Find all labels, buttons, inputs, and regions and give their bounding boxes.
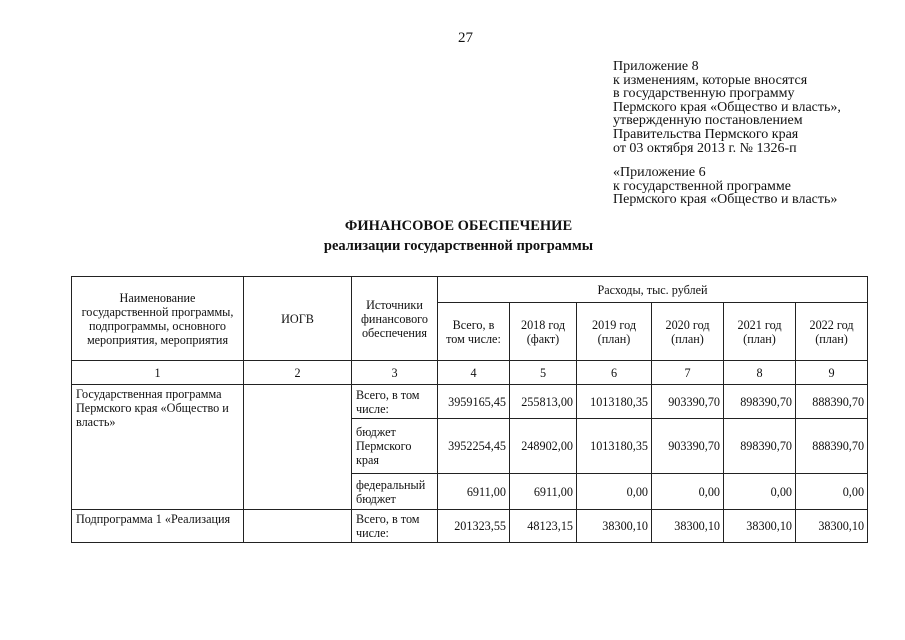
value-cell: 255813,00 <box>510 385 577 419</box>
value-cell: 38300,10 <box>577 510 652 543</box>
header-total: Всего, в том числе: <box>438 303 510 361</box>
header-name: Наименование государственной программы, подпрограммы, основного мероприятия, мероприятия <box>72 277 244 361</box>
value-cell: 48123,15 <box>510 510 577 543</box>
column-number: 1 <box>72 361 244 385</box>
column-number: 3 <box>352 361 438 385</box>
source-cell: бюджет Пермского края <box>352 419 438 474</box>
annex-line: Пермского края «Общество и власть» <box>613 192 838 208</box>
header-2018: 2018 год (факт) <box>510 303 577 361</box>
value-cell: 888390,70 <box>796 419 868 474</box>
value-cell: 903390,70 <box>652 385 724 419</box>
annex-block-amendment <box>613 60 841 155</box>
header-2020: 2020 год (план) <box>652 303 724 361</box>
column-number: 4 <box>438 361 510 385</box>
document-subtitle: реализации государственной программы <box>323 238 594 254</box>
header-expenses: Расходы, тыс. рублей <box>438 277 868 303</box>
table-row <box>72 510 868 543</box>
value-cell: 6911,00 <box>510 474 577 510</box>
value-cell: 0,00 <box>652 474 724 510</box>
column-number: 5 <box>510 361 577 385</box>
value-cell: 903390,70 <box>652 419 724 474</box>
annex-block-program <box>613 166 837 207</box>
table-row <box>72 385 868 419</box>
value-cell: 0,00 <box>724 474 796 510</box>
document-title: ФИНАНСОВОЕ ОБЕСПЕЧЕНИЕ <box>344 218 573 234</box>
value-cell: 3952254,45 <box>438 419 510 474</box>
value-cell: 898390,70 <box>724 385 796 419</box>
value-cell: 248902,00 <box>510 419 577 474</box>
iogv-cell <box>244 510 352 543</box>
annex-line: «Приложение 6 <box>613 165 706 180</box>
header-2022: 2022 год (план) <box>796 303 868 361</box>
annex-line: к изменениям, которые вносятся <box>613 72 808 88</box>
table-header-row <box>72 277 868 303</box>
annex-line: Пермского края «Общество и власть», <box>613 99 841 115</box>
value-cell: 898390,70 <box>724 419 796 474</box>
value-cell: 3959165,45 <box>438 385 510 419</box>
annex-line: в государственную программу <box>613 86 795 102</box>
value-cell: 38300,10 <box>652 510 724 543</box>
value-cell: 0,00 <box>796 474 868 510</box>
financing-table <box>71 276 868 543</box>
page-number: 27 <box>458 30 473 46</box>
source-cell: федеральный бюджет <box>352 474 438 510</box>
header-2021: 2021 год (план) <box>724 303 796 361</box>
column-number: 7 <box>652 361 724 385</box>
value-cell: 0,00 <box>577 474 652 510</box>
annex-line: от 03 октября 2013 г. № 1326-п <box>613 140 797 156</box>
value-cell: 6911,00 <box>438 474 510 510</box>
annex-line: утвержденную постановлением <box>613 113 803 129</box>
column-number: 6 <box>577 361 652 385</box>
source-cell: Всего, в том числе: <box>352 385 438 419</box>
subprogram-name-cell: Подпрограмма 1 «Реализация <box>72 510 244 543</box>
value-cell: 1013180,35 <box>577 419 652 474</box>
header-2019: 2019 год (план) <box>577 303 652 361</box>
column-number: 8 <box>724 361 796 385</box>
value-cell: 201323,55 <box>438 510 510 543</box>
program-name-cell: Государственная программа Пермского края «Общество и власть» <box>72 385 244 510</box>
value-cell: 38300,10 <box>796 510 868 543</box>
header-iogv: ИОГВ <box>244 277 352 361</box>
annex-line: Приложение 8 <box>613 59 699 74</box>
value-cell: 38300,10 <box>724 510 796 543</box>
column-number: 9 <box>796 361 868 385</box>
annex-line: к государственной программе <box>613 178 791 194</box>
annex-line: Правительства Пермского края <box>613 126 799 142</box>
source-cell: Всего, в том числе: <box>352 510 438 543</box>
value-cell: 888390,70 <box>796 385 868 419</box>
header-sources: Источники финансового обеспечения <box>352 277 438 361</box>
iogv-cell <box>244 385 352 510</box>
column-number-row <box>72 361 868 385</box>
column-number: 2 <box>244 361 352 385</box>
value-cell: 1013180,35 <box>577 385 652 419</box>
